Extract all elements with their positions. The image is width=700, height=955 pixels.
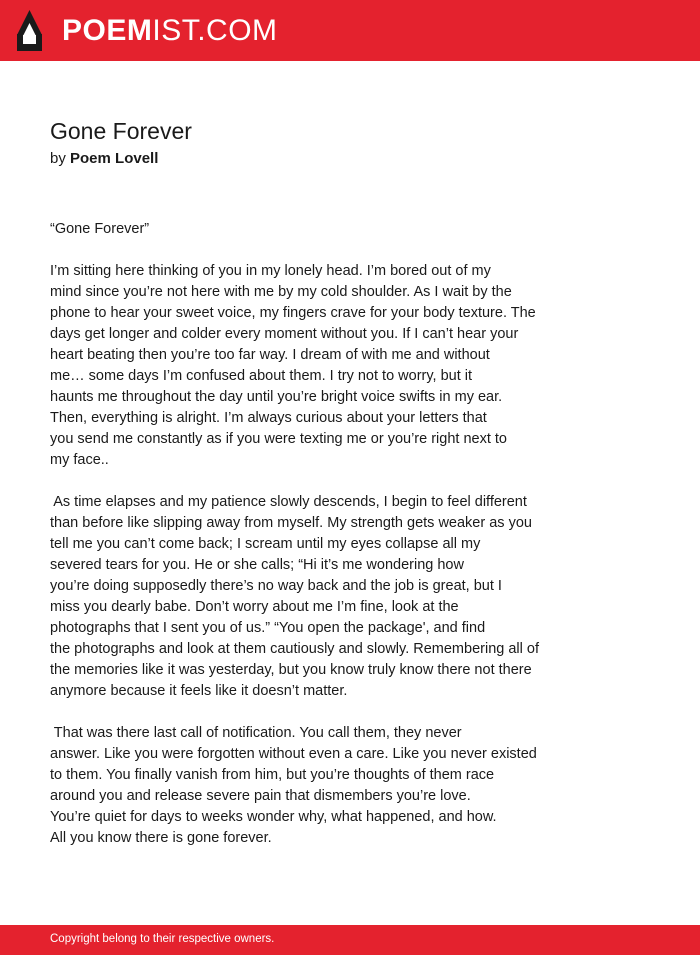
author-name: Poem Lovell (70, 150, 159, 167)
poem-body (50, 219, 670, 849)
poem-line: phone to hear your sweet voice, my fingers crave for your body texture. The (50, 305, 536, 321)
poem-line: That was there last call of notification. You call them, they never (50, 725, 462, 741)
poem-line: “Gone Forever” (50, 221, 150, 237)
logo-bold-text: POEM (62, 14, 153, 47)
poem-line: you send me constantly as if you were texting me or you’re right next to (50, 431, 507, 447)
poem-line: the memories like it was yesterday, but you know truly know there not there (50, 662, 532, 678)
poem-line: days get longer and colder every moment without you. If I can’t hear your (50, 326, 519, 342)
poem-line: miss you dearly babe. Don’t worry about me I’m fine, look at the (50, 599, 459, 615)
poem-line: the photographs and look at them cautiously and slowly. Remembering all of (50, 641, 539, 657)
copyright-text: Copyright belong to their respective owners. (50, 933, 275, 945)
stanza-gap (50, 471, 670, 492)
poem-line: mind since you’re not here with me by my cold shoulder. As I wait by the (50, 284, 512, 300)
poem-line: photographs that I sent you of us.” “You open the package', and find (50, 620, 486, 636)
poem-line: you’re doing supposedly there’s no way back and the job is great, but I (50, 578, 502, 594)
pencil-logo-icon[interactable] (17, 10, 42, 51)
poem-line: I’m sitting here thinking of you in my lonely head. I’m bored out of my (50, 263, 491, 279)
poem-line: around you and release severe pain that dismembers you’re love. (50, 788, 471, 804)
poem-line: than before like slipping away from myself. My strength gets weaker as you (50, 515, 532, 531)
poem-line: As time elapses and my patience slowly descends, I begin to feel different (50, 494, 527, 510)
poem-line: me… some days I’m confused about them. I try not to worry, but it (50, 368, 473, 384)
poem-line: anymore because it feels like it doesn’t matter. (50, 683, 348, 699)
site-footer (0, 925, 700, 955)
stanza-gap (50, 702, 670, 723)
poem-line: answer. Like you were forgotten without even a care. Like you never existed (50, 746, 537, 762)
poem-line: severed tears for you. He or she calls; “Hi it’s me wondering how (50, 557, 464, 573)
poem-line: haunts me throughout the day until you’re bright voice swifts in my ear. (50, 389, 503, 405)
poem-title: Gone Forever (50, 118, 192, 144)
poem-line: tell me you can’t come back; I scream until my eyes collapse all my (50, 536, 481, 552)
by-label: by (50, 150, 66, 167)
logo-light-text: IST.COM (152, 14, 278, 47)
poem-line: Then, everything is alright. I’m always curious about your letters that (50, 410, 487, 426)
poem-line: heart beating then you’re too far way. I dream of with me and without (50, 347, 490, 363)
poem-line: You’re quiet for days to weeks wonder why, what happened, and how. (50, 809, 497, 825)
site-logo[interactable] (62, 11, 278, 51)
poem-line: to them. You finally vanish from him, but you’re thoughts of them race (50, 767, 495, 783)
poem-line: All you know there is gone forever. (50, 830, 272, 846)
site-header (0, 0, 700, 61)
stanza-gap (50, 240, 670, 261)
poem-line: my face.. (50, 452, 109, 468)
byline (50, 149, 158, 169)
